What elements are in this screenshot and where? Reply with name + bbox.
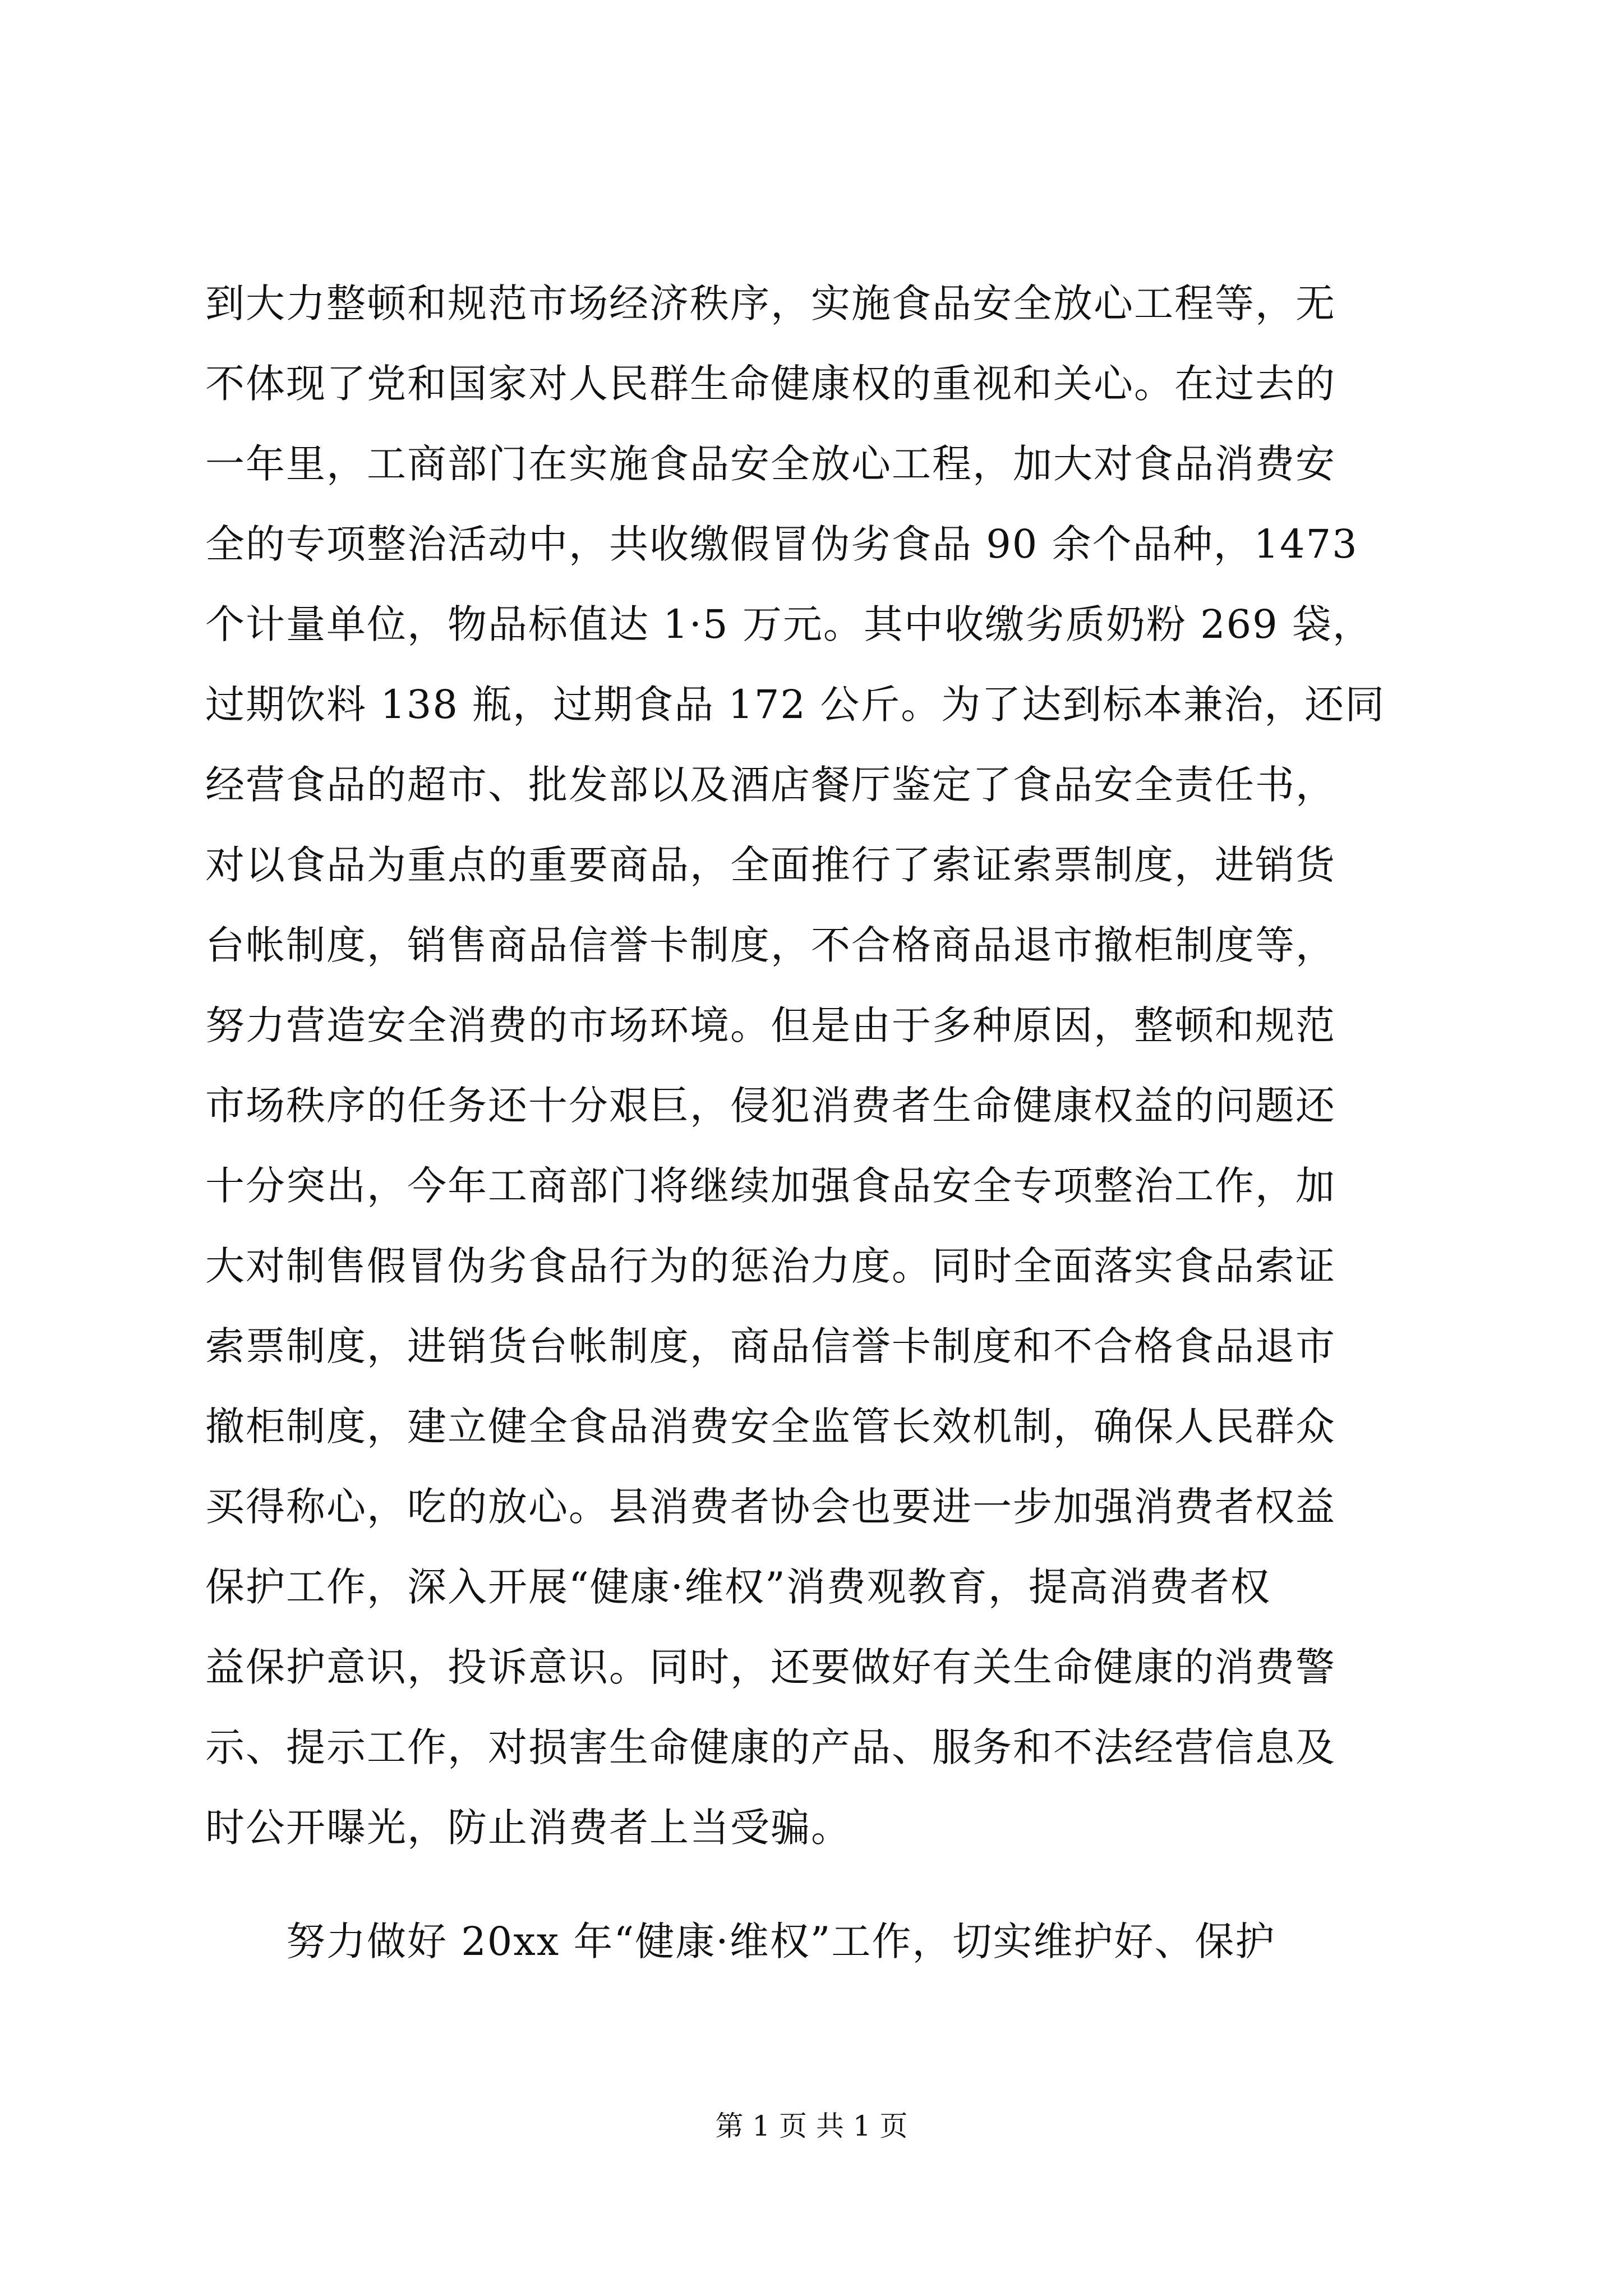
text-line: 示、提示工作，对损害生命健康的产品、服务和不法经营信息及 bbox=[205, 1724, 1336, 1770]
text-line: 时公开曝光，防止消费者上当受骗。 bbox=[205, 1805, 851, 1851]
body-text bbox=[205, 264, 1422, 1982]
text-line: 十分突出，今年工商部门将继续加强食品安全专项整治工作，加 bbox=[205, 1163, 1336, 1209]
text-line: 买得称心，吃的放心。县消费者协会也要进一步加强消费者权益 bbox=[205, 1484, 1336, 1530]
page-footer bbox=[0, 2106, 1623, 2146]
text-line: 益保护意识，投诉意识。同时，还要做好有关生命健康的消费警 bbox=[205, 1644, 1336, 1690]
text-line: 对以食品为重点的重要商品，全面推行了索证索票制度，进销货 bbox=[205, 842, 1336, 888]
text-line: 撤柜制度，建立健全食品消费安全监管长效机制，确保人民群众 bbox=[205, 1404, 1336, 1450]
text-line: 台帐制度，销售商品信誉卡制度，不合格商品退市撤柜制度等， bbox=[205, 922, 1336, 968]
text-line: 不体现了党和国家对人民群生命健康权的重视和关心。在过去的 bbox=[205, 361, 1336, 407]
text-line: 过期饮料 138 瓶，过期食品 172 公斤。为了达到标本兼治，还同 bbox=[205, 682, 1386, 728]
text-line: 个计量单位，物品标值达 1·5 万元。其中收缴劣质奶粉 269 袋， bbox=[205, 601, 1373, 647]
paragraph-start-line: 努力做好 20xx 年“健康·维权”工作，切实维护好、保护 bbox=[205, 1918, 1276, 1964]
text-line: 保护工作，深入开展“健康·维权”消费观教育，提高消费者权 bbox=[205, 1564, 1271, 1610]
text-line: 努力营造安全消费的市场环境。但是由于多种原因，整顿和规范 bbox=[205, 1002, 1336, 1048]
text-line: 一年里，工商部门在实施食品安全放心工程，加大对食品消费安 bbox=[205, 441, 1336, 487]
text-line: 索票制度，进销货台帐制度，商品信誉卡制度和不合格食品退市 bbox=[205, 1323, 1336, 1369]
text-line: 大对制售假冒伪劣食品行为的惩治力度。同时全面落实食品索证 bbox=[205, 1243, 1336, 1289]
text-line: 经营食品的超市、批发部以及酒店餐厅鉴定了食品安全责任书， bbox=[205, 762, 1336, 808]
text-line: 全的专项整治活动中，共收缴假冒伪劣食品 90 余个品种，1473 bbox=[205, 521, 1358, 567]
text-line: 到大力整顿和规范市场经济秩序，实施食品安全放心工程等，无 bbox=[205, 280, 1336, 326]
text-line: 市场秩序的任务还十分艰巨，侵犯消费者生命健康权益的问题还 bbox=[205, 1083, 1336, 1129]
page-number-label: 第 1 页 共 1 页 bbox=[715, 2110, 908, 2142]
